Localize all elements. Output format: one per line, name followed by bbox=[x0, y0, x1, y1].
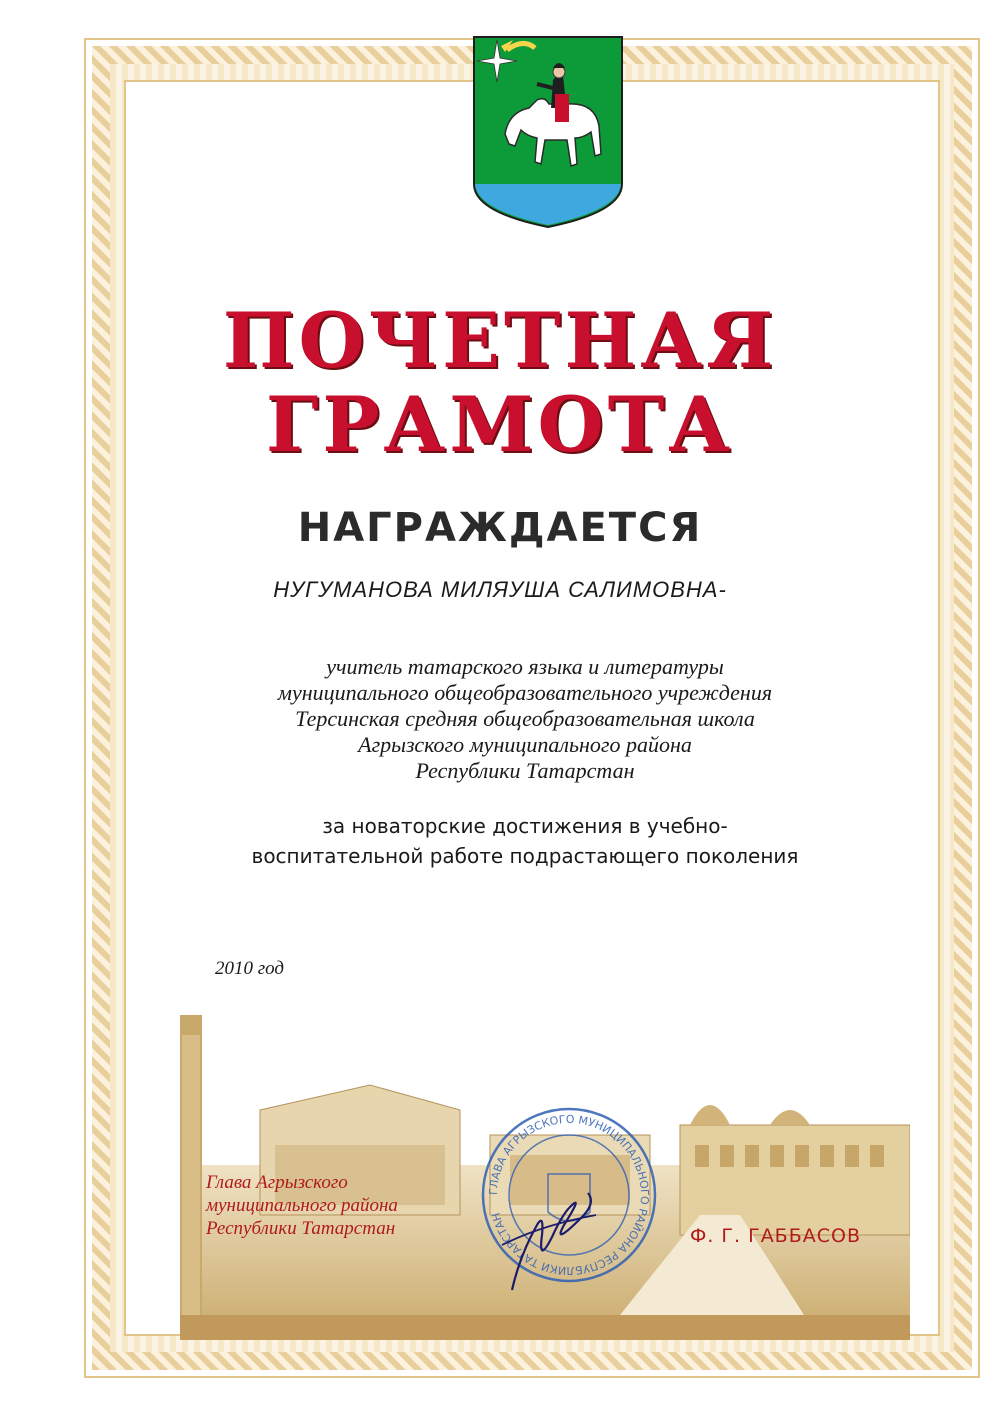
certificate-title-line2: ГРАМОТА bbox=[265, 380, 735, 469]
position-line: Терсинская средняя общеобразовательная школа bbox=[295, 706, 755, 731]
signatory-title-line: муниципального района bbox=[206, 1195, 398, 1216]
certificate-title-line1: ПОЧЕТНАЯ bbox=[222, 296, 778, 385]
position-line: Агрызского муниципального района bbox=[358, 732, 692, 757]
position-line: муниципального общеобразовательного учреждения bbox=[277, 680, 773, 705]
position-line: Республики Татарстан bbox=[415, 758, 635, 783]
seal-text: ГЛАВА АГРЫЗСКОГО МУНИЦИПАЛЬНОГО РАЙОНА РЕСПУБЛИКИ ТАТАРСТАН bbox=[486, 1112, 652, 1278]
signatory-name: Ф. Г. ГАББАСОВ bbox=[690, 1225, 862, 1247]
reason-line: воспитательной работе подрастающего поколения bbox=[251, 844, 799, 868]
signatory-title bbox=[206, 1171, 398, 1240]
signature-icon bbox=[492, 1185, 604, 1295]
award-reason bbox=[180, 811, 870, 871]
coat-of-arms-icon bbox=[471, 34, 625, 230]
reason-line: за новаторские достижения в учебно- bbox=[322, 814, 728, 838]
award-year: 2010 год bbox=[215, 958, 285, 979]
signatory-title-line: Глава Агрызского bbox=[206, 1172, 348, 1193]
awarded-label: НАГРАЖДАЕТСЯ bbox=[297, 505, 703, 551]
signatory-title-line: Республики Татарстан bbox=[206, 1218, 396, 1239]
position-line: учитель татарского языка и литературы bbox=[326, 654, 724, 679]
recipient-position bbox=[180, 654, 870, 784]
recipient-name: НУГУМАНОВА МИЛЯУША САЛИМОВНА- bbox=[273, 577, 727, 602]
